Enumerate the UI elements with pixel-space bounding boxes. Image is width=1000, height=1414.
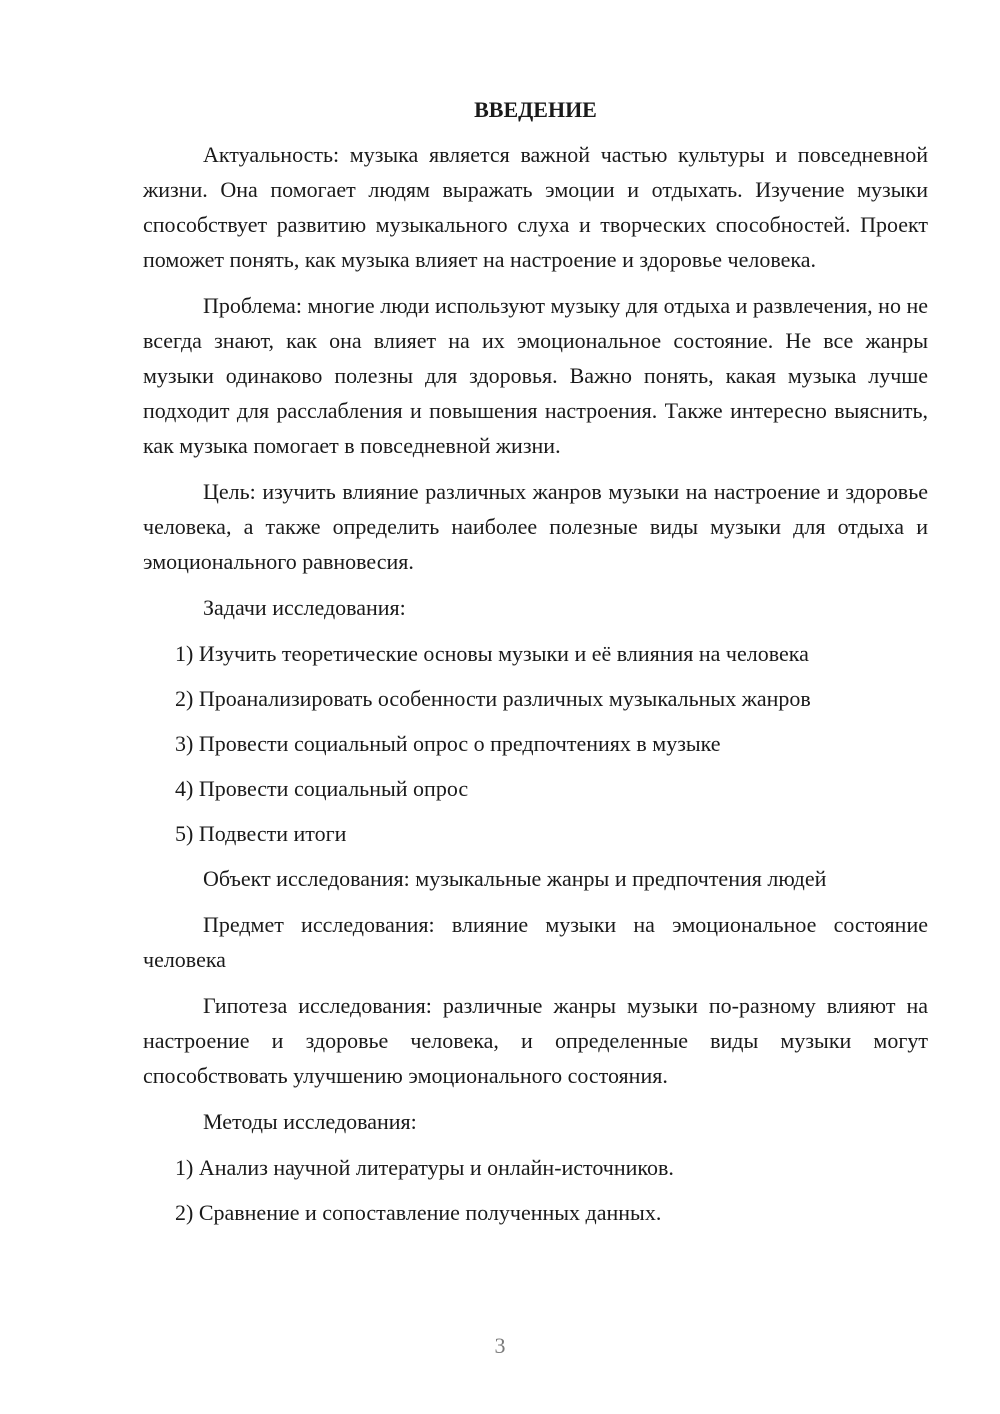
tasks-list — [143, 636, 928, 851]
relevance-paragraph: Актуальность: музыка является важной частью культуры и повседневной жизни. Она помогает людям выражать эмоции и отдыхать. Изучение музыки способствует развитию музыкального слуха и творческих способностей. Проект поможет понять, как музыка влияет на настроение и здоровье человека. — [143, 142, 928, 272]
subject-paragraph: Предмет исследования: влияние музыки на эмоциональное состояние человека — [143, 912, 928, 972]
object-paragraph: Объект исследования: музыкальные жанры и предпочтения людей — [203, 866, 827, 891]
problem-paragraph: Проблема: многие люди используют музыку для отдыха и развлечения, но не всегда знают, как она влияет на их эмоциональное состояние. Не все жанры музыки одинаково полезны для здоровья. Важно понять, какая музыка лучше подходит для расслабления и повышения настроения. Также интересно выяснить, как музыка помогает в повседневной жизни. — [143, 293, 928, 458]
list-item: 4) Провести социальный опрос — [175, 776, 469, 801]
list-item: 1) Изучить теоретические основы музыки и её влияния на человека — [175, 641, 809, 666]
methods-list — [143, 1150, 928, 1230]
list-item: 1) Анализ научной литературы и онлайн-источников. — [175, 1155, 674, 1180]
goal-paragraph: Цель: изучить влияние различных жанров музыки на настроение и здоровье человека, а также определить наиболее полезные виды музыки для отдыха и эмоционального равновесия. — [143, 479, 928, 574]
list-item: 5) Подвести итоги — [175, 821, 347, 846]
page-number: 3 — [494, 1333, 506, 1358]
list-item: 2) Сравнение и сопоставление полученных данных. — [175, 1200, 662, 1225]
list-item: 2) Проанализировать особенности различных музыкальных жанров — [175, 686, 811, 711]
methods-title: Методы исследования: — [203, 1109, 417, 1134]
tasks-title: Задачи исследования: — [203, 595, 406, 620]
page-title: ВВЕДЕНИЕ — [474, 97, 597, 122]
document-page — [143, 92, 928, 1240]
list-item: 3) Провести социальный опрос о предпочтениях в музыке — [175, 731, 721, 756]
hypothesis-paragraph: Гипотеза исследования: различные жанры музыки по-разному влияют на настроение и здоровье человека, и определенные виды музыки могут способствовать улучшению эмоционального состояния. — [143, 993, 928, 1088]
